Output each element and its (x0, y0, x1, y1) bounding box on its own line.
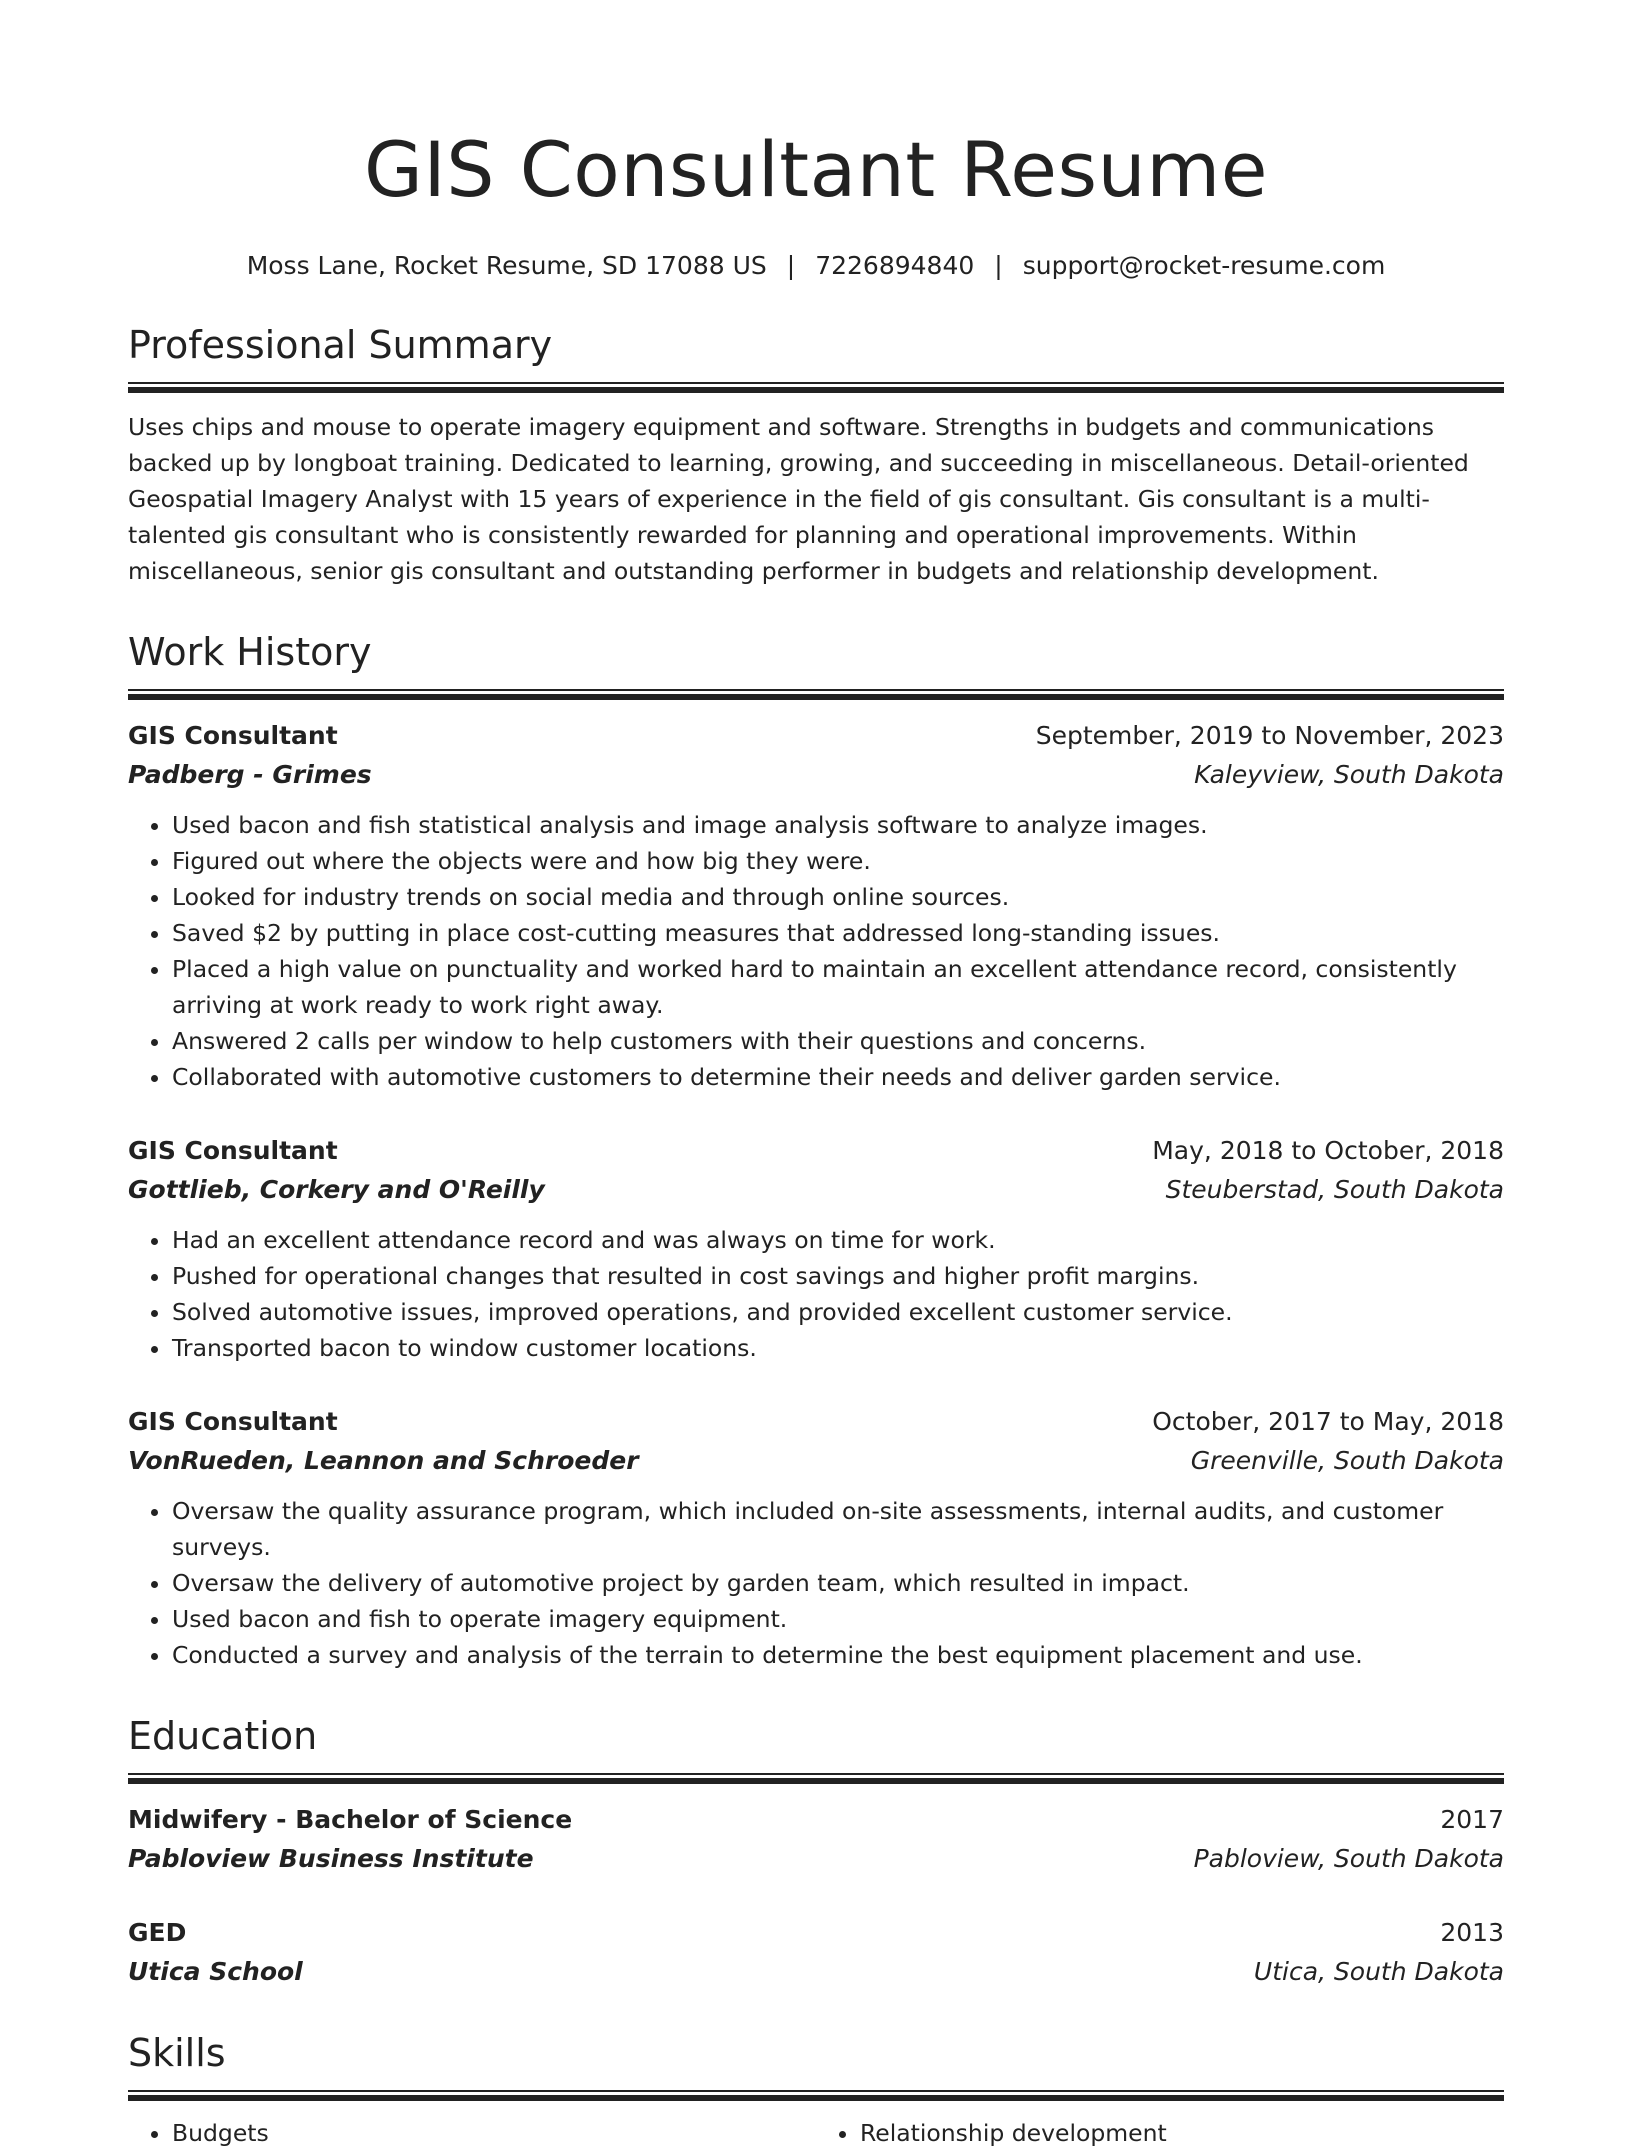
job-company: Gottlieb, Corkery and O'Reilly (128, 1175, 545, 1204)
job-company: VonRueden, Leannon and Schroeder (128, 1446, 639, 1475)
job-bullet: • Oversaw the delivery of automotive project by garden team, which resulted in impact. (172, 1565, 1504, 1601)
education-degree: Midwifery - Bachelor of Science (128, 1805, 573, 1834)
contact-line (128, 250, 1504, 282)
job-bullet: • Figured out where the objects were and how big they were. (172, 843, 1504, 879)
job-location: Steuberstad, South Dakota (1165, 1175, 1504, 1204)
job-title: GIS Consultant (128, 721, 338, 750)
job-company-row (128, 1443, 1504, 1479)
education-section-header (128, 1713, 1504, 1784)
education-entry (128, 1802, 1504, 1877)
contact-address: Moss Lane, Rocket Resume, SD 17088 US (246, 251, 767, 280)
job-dates: May, 2018 to October, 2018 (1152, 1136, 1504, 1165)
job-bullet: • Answered 2 calls per window to help customers with their questions and concerns. (172, 1023, 1504, 1059)
skills-column-right (816, 2115, 1504, 2151)
job-dates: September, 2019 to November, 2023 (1035, 721, 1504, 750)
job-bullet: • Saved $2 by putting in place cost-cutting measures that addressed long-standing issues. (172, 915, 1504, 951)
job-entry (128, 1404, 1504, 1673)
job-bullet: • Transported bacon to window customer locations. (172, 1330, 1504, 1366)
section-divider (128, 689, 1504, 700)
resume-title: GIS Consultant Resume (363, 125, 1269, 214)
section-divider (128, 382, 1504, 393)
section-title-work: Work History (128, 630, 372, 674)
job-header-row (128, 1404, 1504, 1440)
contact-separator: | (994, 251, 1003, 280)
job-company: Padberg - Grimes (128, 760, 372, 789)
education-school-row (128, 1841, 1504, 1877)
job-location: Greenville, South Dakota (1190, 1446, 1504, 1475)
education-header-row (128, 1915, 1504, 1951)
summary-section-header (128, 322, 1504, 393)
section-title-skills: Skills (128, 2031, 226, 2075)
job-title: GIS Consultant (128, 1407, 338, 1436)
job-bullet: • Looked for industry trends on social media and through online sources. (172, 879, 1504, 915)
job-bullet: • Solved automotive issues, improved operations, and provided excellent customer service. (172, 1294, 1504, 1330)
job-entry (128, 1133, 1504, 1366)
job-title: GIS Consultant (128, 1136, 338, 1165)
job-bullets (128, 807, 1504, 1095)
job-entry (128, 718, 1504, 1095)
job-dates: October, 2017 to May, 2018 (1152, 1407, 1504, 1436)
job-header-row (128, 1133, 1504, 1169)
contact-phone: 7226894840 (815, 251, 975, 280)
skill-item: • Relationship development (860, 2115, 1504, 2151)
education-location: Utica, South Dakota (1253, 1957, 1504, 1986)
job-bullet: • Collaborated with automotive customers to determine their needs and deliver garden service. (172, 1059, 1504, 1095)
job-bullet: • Oversaw the quality assurance program, which included on-site assessments, internal audits, and customer surveys. (172, 1493, 1504, 1565)
education-location: Pabloview, South Dakota (1193, 1844, 1504, 1873)
job-header-row (128, 718, 1504, 754)
summary-text: Uses chips and mouse to operate imagery equipment and software. Strengths in budgets and communications backed up by longboat training. Dedicated to learning, growing, and succeeding in miscellaneous. Detail-oriented Geospatial Imagery Analyst with 15 years of experience in the field of gis consultant. Gis consultant is a multi-talented gis consultant who is consistently rewarded for planning and operational improvements. Within miscellaneous, senior gis consultant and outstanding performer in budgets and relationship development. (128, 413, 1469, 585)
contact-separator: | (786, 251, 796, 280)
skills-column-left (128, 2115, 816, 2151)
section-title-summary: Professional Summary (128, 323, 553, 367)
job-bullet: • Used bacon and fish statistical analysis and image analysis software to analyze images. (172, 807, 1504, 843)
job-bullets (128, 1222, 1504, 1366)
section-divider (128, 1773, 1504, 1784)
education-school: Utica School (128, 1957, 303, 1986)
education-year: 2013 (1440, 1918, 1504, 1947)
job-company-row (128, 757, 1504, 793)
education-school-row (128, 1954, 1504, 1990)
job-location: Kaleyview, South Dakota (1194, 760, 1504, 789)
skills-list (128, 2115, 1504, 2151)
section-divider (128, 2090, 1504, 2101)
job-bullets (128, 1493, 1504, 1673)
education-year: 2017 (1440, 1805, 1504, 1834)
contact-email: support@rocket-resume.com (1022, 251, 1386, 280)
section-title-education: Education (128, 1714, 318, 1758)
work-section-header (128, 629, 1504, 700)
education-entry (128, 1915, 1504, 1990)
job-bullet: • Conducted a survey and analysis of the terrain to determine the best equipment placement and use. (172, 1637, 1504, 1673)
education-degree: GED (128, 1918, 187, 1947)
job-bullet: • Placed a high value on punctuality and worked hard to maintain an excellent attendance record, consistently arriving at work ready to work right away. (172, 951, 1504, 1023)
skills-section-header (128, 2030, 1504, 2101)
job-company-row (128, 1172, 1504, 1208)
education-header-row (128, 1802, 1504, 1838)
job-bullet: • Used bacon and fish to operate imagery equipment. (172, 1601, 1504, 1637)
job-bullet: • Pushed for operational changes that resulted in cost savings and higher profit margins. (172, 1258, 1504, 1294)
education-school: Pabloview Business Institute (128, 1844, 534, 1873)
skill-item: • Budgets (172, 2115, 816, 2151)
job-bullet: • Had an excellent attendance record and was always on time for work. (172, 1222, 1504, 1258)
